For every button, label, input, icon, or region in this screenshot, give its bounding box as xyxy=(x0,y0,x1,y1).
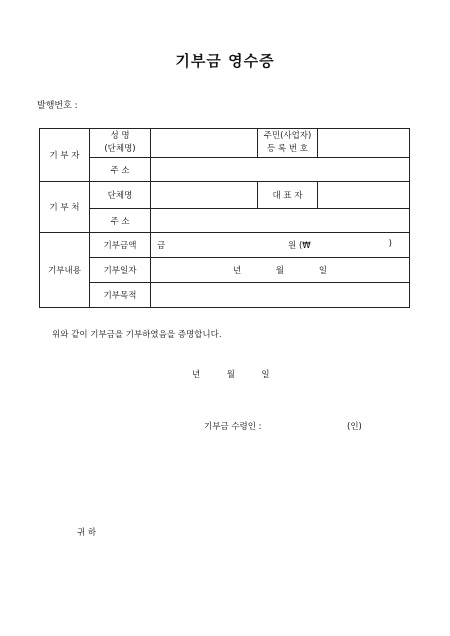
representative-label: 대 표 자 xyxy=(258,182,318,209)
recipient-org-section-label: 기 부 처 xyxy=(40,182,90,233)
donor-reg-label-line2: 등 록 번 호 xyxy=(267,144,308,154)
org-name-row xyxy=(40,182,410,209)
donor-address-field[interactable] xyxy=(151,158,410,182)
date-label: 기부일자 xyxy=(90,258,151,283)
org-address-row xyxy=(40,209,410,233)
donor-reg-label xyxy=(258,129,318,158)
donor-section-label: 기 부 자 xyxy=(40,129,90,182)
amount-close-paren: ) xyxy=(388,239,392,249)
donor-name-label xyxy=(90,129,151,158)
date-month-label: 월 xyxy=(275,266,285,276)
amount-won-label: 원 (₩ xyxy=(288,241,311,251)
donor-name-label-line1: 성 명 xyxy=(110,131,130,141)
donation-section-label: 기부내용 xyxy=(40,233,90,308)
donor-address-label: 주 소 xyxy=(90,158,151,182)
issue-date-line xyxy=(192,368,293,380)
donation-date-row xyxy=(40,258,410,283)
date-field[interactable] xyxy=(151,258,410,283)
issue-date-year: 년 xyxy=(192,370,201,380)
org-name-field[interactable] xyxy=(151,182,258,209)
amount-field[interactable] xyxy=(151,233,410,258)
donation-purpose-row xyxy=(40,283,410,308)
org-address-label: 주 소 xyxy=(90,209,151,233)
donor-name-label-line2: (단체명) xyxy=(104,144,136,154)
document-title: 기부금 영수증 xyxy=(175,52,275,70)
donation-amount-row xyxy=(40,233,410,258)
donor-name-row xyxy=(40,129,410,158)
certification-statement: 위와 같이 기부금을 기부하였음을 증명합니다. xyxy=(52,330,222,340)
date-day-label: 일 xyxy=(318,266,328,276)
seal-label: (인) xyxy=(347,422,362,432)
donor-reg-number-field[interactable] xyxy=(318,129,410,158)
purpose-label: 기부목적 xyxy=(90,283,151,308)
donor-address-row xyxy=(40,158,410,182)
date-year-label: 년 xyxy=(232,266,242,276)
issue-date-day: 일 xyxy=(261,370,270,380)
addressee-label: 귀 하 xyxy=(77,528,97,538)
receipt-form-table xyxy=(39,128,410,308)
amount-prefix: 금 xyxy=(157,241,166,251)
amount-field-content xyxy=(157,239,406,251)
donor-name-field[interactable] xyxy=(151,129,258,158)
issue-number-label: 발행번호 : xyxy=(37,101,78,111)
issue-date-month: 월 xyxy=(226,370,235,380)
org-name-label: 단체명 xyxy=(90,182,151,209)
representative-field[interactable] xyxy=(318,182,410,209)
purpose-field[interactable] xyxy=(151,283,410,308)
recipient-sign-label: 기부금 수령인 : xyxy=(204,422,262,432)
donor-reg-label-line1: 주민(사업자) xyxy=(263,131,312,141)
amount-label: 기부금액 xyxy=(90,233,151,258)
org-address-field[interactable] xyxy=(151,209,410,233)
